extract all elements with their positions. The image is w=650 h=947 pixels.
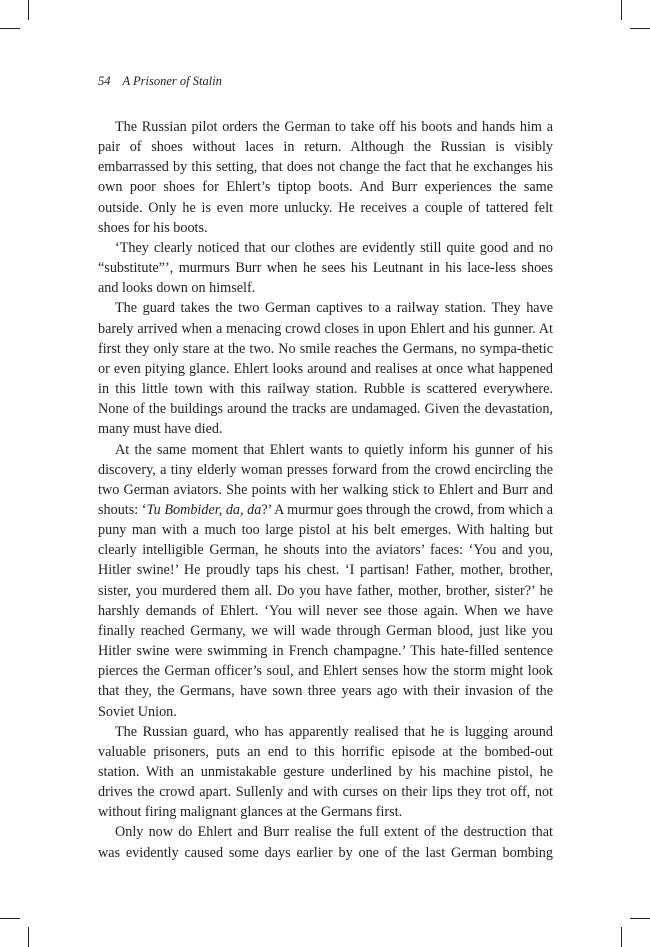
crop-mark	[28, 0, 29, 20]
crop-mark	[630, 918, 650, 919]
crop-mark	[621, 927, 622, 947]
text-run: Only now do Ehlert and Burr realise the full extent of the destruction that was evidently caused some days earlier by one of the last German bombing	[98, 824, 553, 861]
text-run: At the same moment that Ehlert wants to quietly inform his gunner of his discovery, a tiny elderly woman presses forward from the crowd encircling the two German aviators. She points with her walking stick to Ehlert and Burr and shouts: ‘	[98, 441, 553, 518]
crop-mark	[0, 28, 20, 29]
paragraph	[98, 298, 553, 439]
text-run: ‘They clearly noticed that our clothes are evidently still quite good and no “substitute”’, murmurs Burr when he sees his Leutnant in his lace-less shoes and looks down on himself.	[98, 239, 553, 297]
text-run: The Russian guard, who has apparently realised that he is lugging around valuable prisoners, puts an end to this horrific episode at the bombed-out station. With an unmistakable gesture underlined by his machine pistol, he drives the crowd apart. Sullenly and with curses on their lips they trot off, not without firing malignant glances at the Germans first.	[98, 723, 553, 821]
paragraph	[98, 440, 553, 722]
italic-phrase: Tu Bombider, da, da	[146, 501, 262, 518]
paragraph	[98, 117, 553, 238]
paragraph	[98, 822, 553, 862]
running-head-title: A Prisoner of Stalin	[122, 74, 222, 88]
running-head	[98, 73, 222, 89]
paragraph	[98, 238, 553, 298]
crop-mark	[621, 0, 622, 20]
body-text	[98, 117, 553, 863]
page-number: 54	[98, 74, 111, 88]
crop-mark	[28, 927, 29, 947]
crop-mark	[0, 918, 20, 919]
crop-mark	[630, 28, 650, 29]
text-run: The Russian pilot orders the German to take off his boots and hands him a pair of shoes without laces in return. Although the Russian is visibly embarrassed by this setting, that does not change the fact that he exchanges his own poor shoes for Ehlert’s tiptop boots. And Burr experiences the same outside. Only he is even more unlucky. He receives a couple of tattered felt shoes for his boots.	[98, 119, 553, 236]
paragraph	[98, 722, 553, 823]
text-run: ?’ A murmur goes through the crowd, from which a puny man with a much too large pistol at his belt emerges. With halting but clearly intelligible German, he shouts into the aviators’ faces: ‘You and you, Hitler swine!’ He proudly taps his chest. ‘I partisan! Father, mother, brother, sister, you murdered them all. Do you have father, mother, brother, sister?’ he harshly demands of Ehlert. ‘You will never see those again. When we have finally reached Germany, we will wade through German blood, just like you Hitler swine were swimming in French champagne.’ This hate-filled sentence pierces the German officer’s soul, and Ehlert senses how the storm might look that they, the Germans, have sown three years ago with their invasion of the Soviet Union.	[98, 501, 553, 720]
text-run: The guard takes the two German captives to a railway station. They have barely arrived when a menacing crowd closes in upon Ehlert and his gunner. At first they only stare at the two. No smile reaches the Germans, no sympa-thetic or even pitying glance. Ehlert looks around and realises at once what happened in this little town with this railway station. Rubble is scattered everywhere. None of the buildings around the tracks are undamaged. Given the devastation, many must have died.	[98, 300, 553, 438]
